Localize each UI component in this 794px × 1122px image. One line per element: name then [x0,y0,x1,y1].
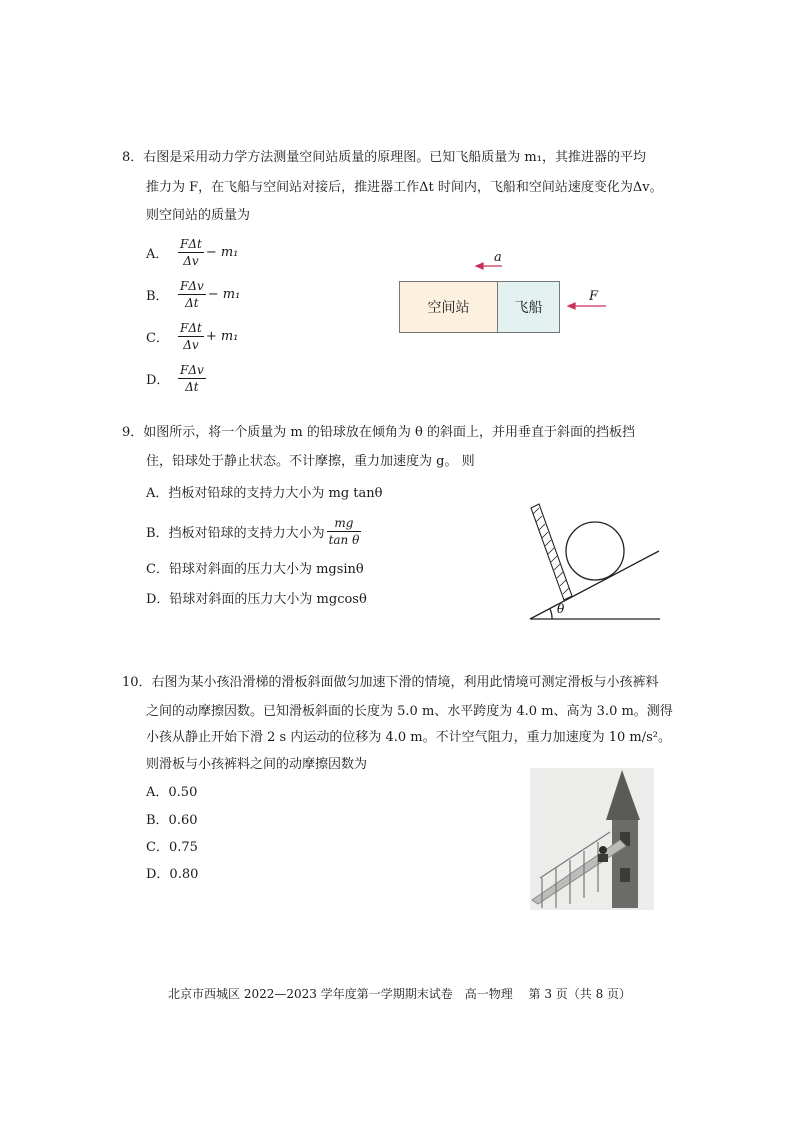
fraction-denominator: tan θ [328,533,360,547]
q8-option-b[interactable] [146,278,240,311]
incline-figure [525,500,665,625]
incline-line [530,551,659,619]
q8-line3: 则空间站的质量为 [146,208,251,223]
fraction-numerator: FΔt [180,321,202,335]
q10-option-a[interactable]: A．0.50 [146,785,198,800]
q10-option-c[interactable]: C．0.75 [146,840,198,855]
fraction-numerator: FΔt [180,237,202,251]
fraction-denominator: Δt [185,296,199,310]
q10-option-b[interactable]: B．0.60 [146,813,198,828]
fraction-numerator: mg [327,515,362,532]
theta-label: θ [557,602,565,616]
q9-option-c[interactable]: C．铅球对斜面的压力大小为 mgsinθ [146,562,364,577]
q10-line4: 则滑板与小孩裤料之间的动摩擦因数为 [146,757,368,772]
q9-option-a[interactable]: A．挡板对铅球的支持力大小为 mg tanθ [146,486,383,501]
option-label: C． [146,331,169,346]
q9-line1: 9．如图所示，将一个质量为 m 的铅球放在倾角为 θ 的斜面上，并用垂直于斜面的挡板挡 [122,425,635,440]
q10-option-d[interactable]: D．0.80 [146,867,199,882]
spaceship-label: 飞船 [514,300,543,316]
q8-option-c[interactable] [146,320,238,353]
q8-option-d[interactable] [146,362,208,395]
child-head [599,846,607,854]
q9-line2: 住，铅球处于静止状态。不计摩擦，重力加速度为 g。 则 [146,454,475,469]
q9-option-d[interactable]: D．铅球对斜面的压力大小为 mgcosθ [146,592,367,607]
q8-line2: 推力为 F，在飞船与空间站对接后，推进器工作Δt 时间内，飞船和空间站速度变化为Δv。 [146,180,663,195]
option-text: 挡板对铅球的支持力大小为 [168,526,325,541]
force-label: F [589,289,599,304]
lead-ball [566,522,624,580]
q8-arrows [470,260,610,320]
option-tail: − m₁ [207,287,241,302]
q10-line3: 小孩从静止开始下滑 2 s 内运动的位移为 4.0 m。不计空气阻力，重力加速度为 10 m/s²。 [146,730,672,745]
slide-photo [530,768,654,910]
option-label: A． [146,247,169,262]
space-station-label: 空间站 [427,300,470,316]
option-label: B． [146,289,169,304]
option-label: B． [146,526,169,541]
fraction-numerator: FΔv [180,279,204,293]
angle-arc [550,609,552,619]
q10-line1: 10．右图为某小孩沿滑梯的滑板斜面做匀加速下滑的情境，利用此情境可测定滑板与小孩裤料 [122,675,659,690]
option-tail: + m₁ [205,329,239,344]
q8-option-a[interactable] [146,236,238,269]
fraction-denominator: Δv [183,254,199,268]
fraction-denominator: Δv [183,338,199,352]
acceleration-label: a [494,250,502,265]
q8-line1: 8．右图是采用动力学方法测量空间站质量的原理图。已知飞船质量为 m₁，其推进器的平均 [122,150,646,165]
child-body [598,854,608,862]
force-arrowhead [568,303,575,309]
q9-option-b[interactable] [146,515,363,548]
q10-line2: 之间的动摩擦因数。已知滑板斜面的长度为 5.0 m、水平跨度为 4.0 m、高为 3.0 m。测得 [146,704,673,719]
option-label: D． [146,373,170,388]
option-tail: − m₁ [205,245,239,260]
page-footer: 北京市西城区 2022—2023 学年度第一学期期末试卷 高一物理 第 3 页（共 8 页） [168,987,632,1001]
fraction-denominator: Δt [185,380,199,394]
fraction-numerator: FΔv [180,363,204,377]
acceleration-arrowhead [476,263,483,269]
